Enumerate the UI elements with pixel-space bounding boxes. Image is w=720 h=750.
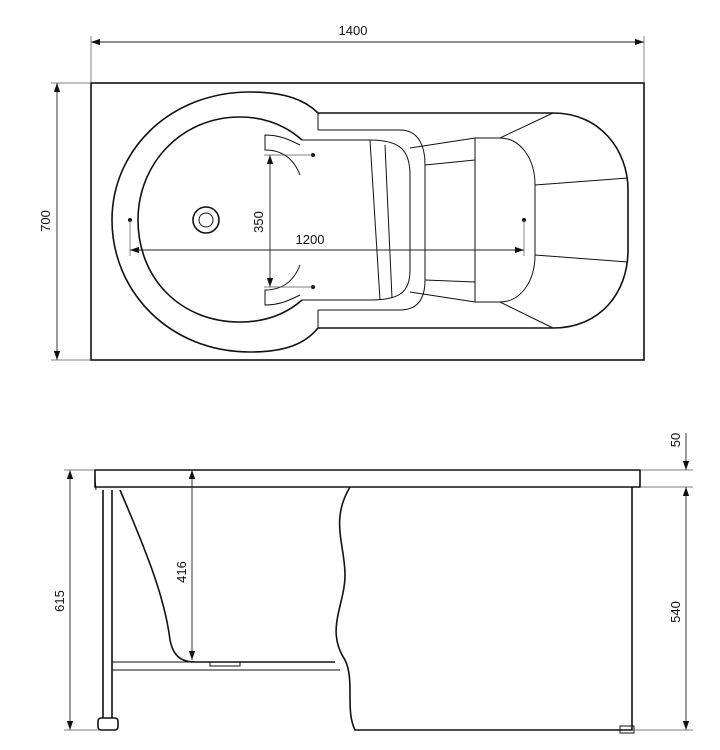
side-rim	[95, 470, 640, 487]
dim-label-body-height: 540	[668, 601, 683, 623]
dim-label-inner-depth: 416	[174, 561, 189, 583]
side-rim-edge	[95, 478, 96, 490]
side-front-panel	[336, 487, 632, 730]
dim-label-overall-length: 1400	[338, 23, 368, 38]
plan-foot-contour-2	[410, 138, 475, 302]
plan-outer-outline	[91, 83, 644, 360]
plan-seat-edge	[370, 140, 380, 300]
dim-label-total-height: 615	[52, 590, 67, 612]
side-left-leg	[103, 490, 112, 718]
plan-bowl-outline	[138, 117, 302, 322]
dim-label-seat-width: 350	[251, 211, 266, 233]
dim-label-inner-length: 1200	[295, 232, 325, 247]
plan-drain-inner	[199, 213, 213, 227]
plan-seat-contour	[302, 140, 410, 300]
plan-view	[38, 23, 644, 360]
plan-drain-outer	[193, 207, 219, 233]
plan-rim-outline	[112, 92, 628, 352]
side-left-foot	[98, 718, 118, 730]
dim-label-rim-thickness: 50	[668, 432, 683, 448]
dim-label-overall-width: 700	[38, 210, 53, 232]
plan-seat-edge-2	[385, 145, 392, 298]
side-basin-curve	[120, 490, 335, 662]
side-view	[52, 433, 693, 733]
